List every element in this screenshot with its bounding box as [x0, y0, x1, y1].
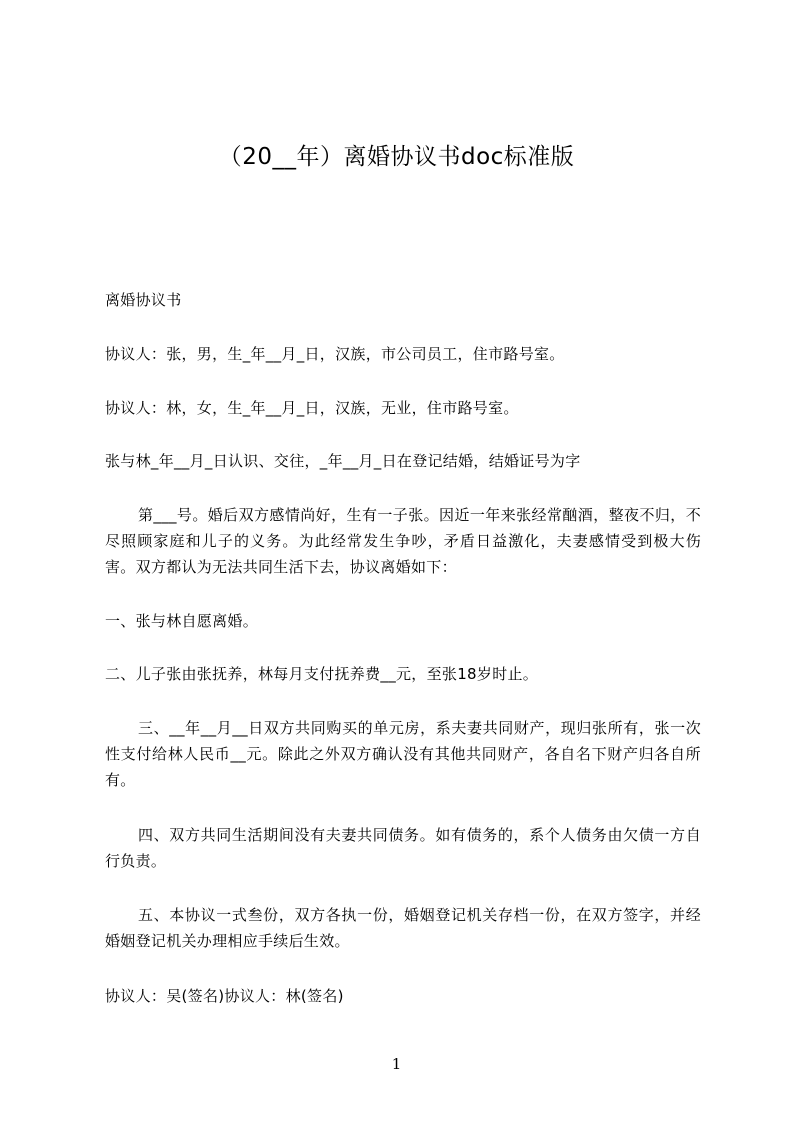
party-1-info: 协议人：张，男，生_年__月_日，汉族，市公司员工，住市路号室。 — [105, 345, 565, 363]
clause-2: 二、儿子张由张抚养，林每月支付抚养费__元，至张18岁时止。 — [105, 665, 539, 683]
document-title: （20__年）离婚协议书doc标准版 — [218, 144, 575, 170]
clause-1: 一、张与林自愿离婚。 — [105, 612, 259, 630]
party-2-info: 协议人：林，女，生_年__月_日，汉族，无业，住市路号室。 — [105, 399, 519, 417]
agreement-heading: 离婚协议书 — [105, 291, 182, 309]
page-number: 1 — [391, 1055, 402, 1073]
clause-3: 三、__年__月__日双方共同购买的单元房，系夫妻共同财产，现归张所有，张一次性支付给林人民币__元。除此之外双方确认没有其他共同财产，各自名下财产归各自所有。 — [105, 719, 701, 789]
signature-line: 协议人：吴(签名)协议人：林(签名) — [105, 987, 344, 1005]
intro-line: 张与林_年__月_日认识、交往，_年__月_日在登记结婚，结婚证号为字 — [105, 452, 581, 470]
background-paragraph: 第___号。婚后双方感情尚好，生有一子张。因近一年来张经常酗酒，整夜不归，不尽照顾家庭和儿子的义务。为此经常发生争吵，矛盾日益激化，夫妻感情受到极大伤害。双方都认为无法共同生活下去，协议离婚如下： — [105, 506, 701, 576]
clause-4: 四、双方共同生活期间没有夫妻共同债务。如有债务的，系个人债务由欠债一方自行负责。 — [105, 826, 701, 870]
clause-5: 五、本协议一式叁份，双方各执一份，婚姻登记机关存档一份，在双方签字，并经婚姻登记机关办理相应手续后生效。 — [105, 906, 701, 950]
